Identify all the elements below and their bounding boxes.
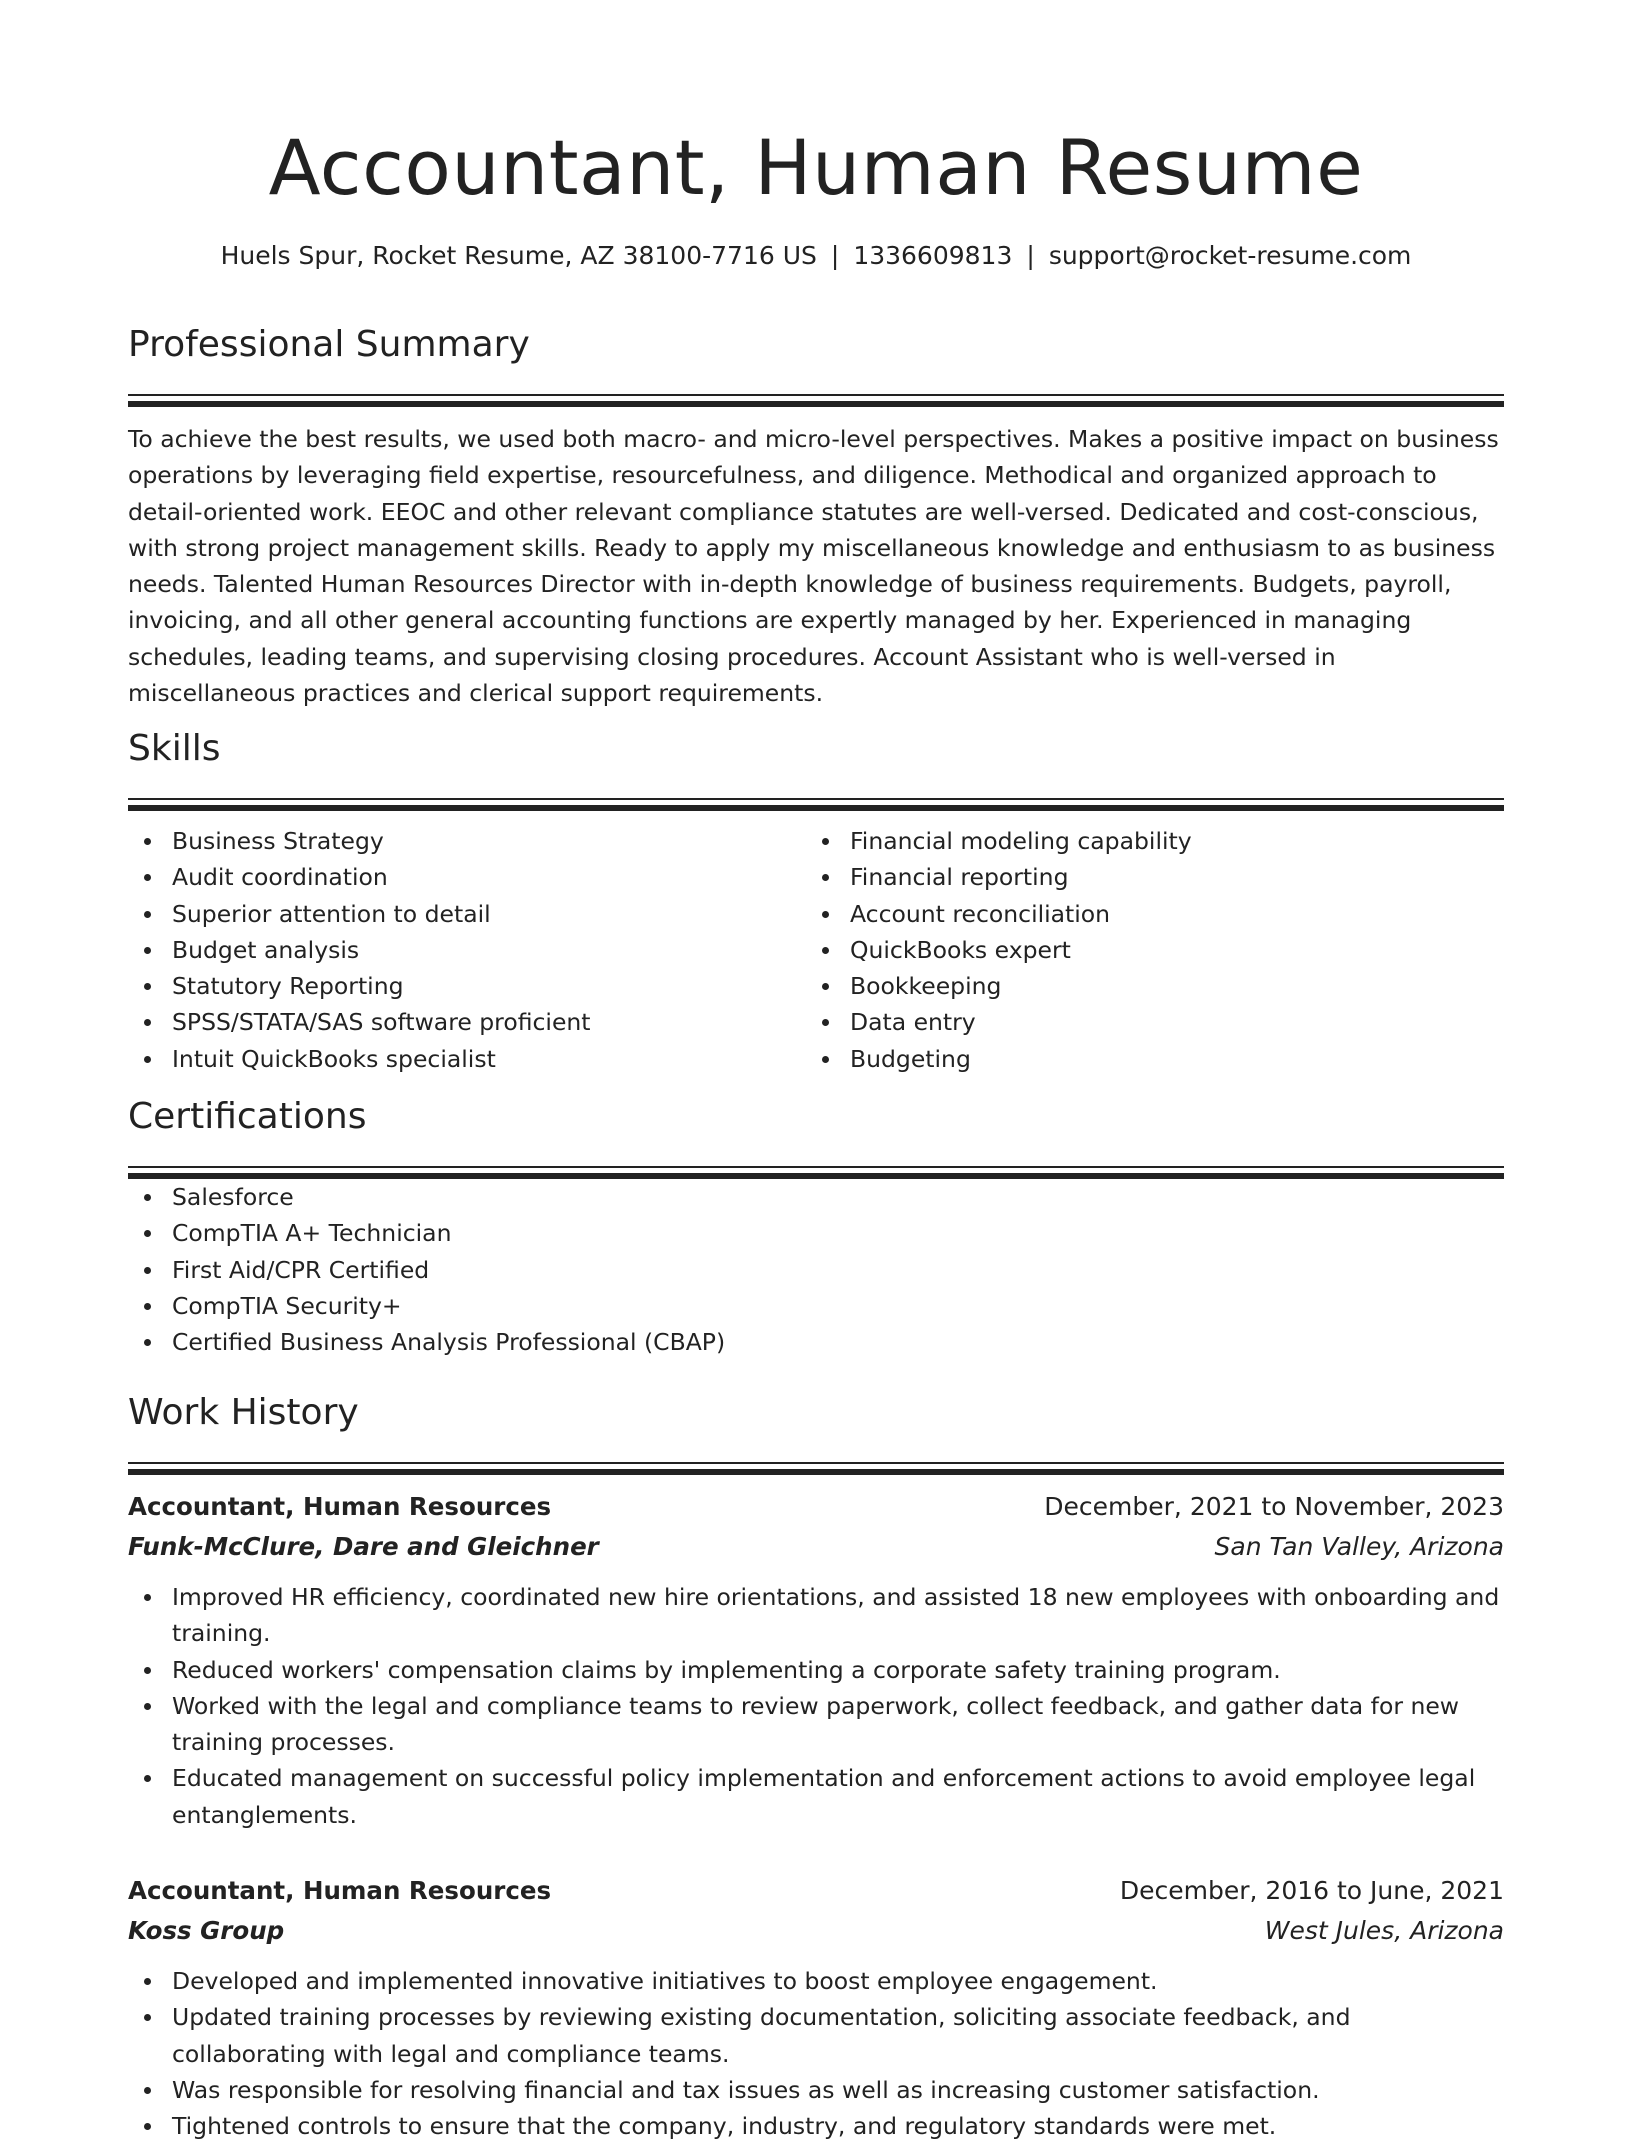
job-company: Funk-McClure, Dare and Gleichner: [128, 1532, 599, 1561]
summary-section: [128, 320, 1504, 711]
section-divider: [128, 1462, 1504, 1475]
job-dates: December, 2016 to June, 2021: [1119, 1876, 1504, 1906]
section-divider: [128, 394, 1504, 407]
skill-item: Business Strategy: [128, 823, 806, 859]
job-duty-item: Was responsible for resolving financial and tax issues as well as increasing customer satisfaction.: [128, 2072, 1504, 2108]
job-dates: December, 2021 to November, 2023: [1044, 1492, 1504, 1521]
skill-item: Account reconciliation: [806, 896, 1484, 932]
contact-phone: 1336609813: [853, 241, 1013, 270]
section-divider: [128, 798, 1504, 811]
skill-item: Budgeting: [806, 1041, 1484, 1077]
skills-left-column: [128, 823, 806, 1077]
job-duty-item: Worked with the legal and compliance teams to review paperwork, collect feedback, and gather data for new training processes.: [128, 1688, 1504, 1761]
job-entry: [128, 1487, 1504, 1833]
contact-email: support@rocket-resume.com: [1048, 241, 1412, 270]
certifications-section: [128, 1092, 1504, 1360]
certification-item: CompTIA A+ Technician: [128, 1215, 1504, 1251]
job-location: West Jules, Arizona: [1264, 1916, 1504, 1946]
skill-item: Budget analysis: [128, 932, 806, 968]
certifications-list: [128, 1179, 1504, 1360]
skill-item: Statutory Reporting: [128, 968, 806, 1004]
job-duty-item: Reduced workers' compensation claims by implementing a corporate safety training program.: [128, 1652, 1504, 1688]
summary-title: Professional Summary: [128, 324, 530, 365]
skill-item: Financial reporting: [806, 859, 1484, 895]
skills-grid: [128, 823, 1504, 1077]
skill-item: QuickBooks expert: [806, 932, 1484, 968]
contact-separator: |: [1026, 241, 1035, 270]
certification-item: First Aid/CPR Certified: [128, 1252, 1504, 1288]
job-duties-list: [128, 1579, 1504, 1833]
skill-item: Financial modeling capability: [806, 823, 1484, 859]
job-duty-item: Updated training processes by reviewing existing documentation, soliciting associate feedback, and collaborating with legal and compliance teams.: [128, 1999, 1504, 2072]
skill-item: Data entry: [806, 1004, 1484, 1040]
certifications-title: Certifications: [128, 1096, 367, 1137]
skills-section: [128, 724, 1504, 1077]
job-duties-list: [128, 1963, 1504, 2144]
job-location: San Tan Valley, Arizona: [1214, 1532, 1504, 1561]
resume-name: Accountant, Human Resume: [268, 123, 1364, 212]
work-history-title: Work History: [128, 1392, 359, 1433]
job-duty-item: Improved HR efficiency, coordinated new hire orientations, and assisted 18 new employees with onboarding and training.: [128, 1579, 1504, 1652]
certification-item: Salesforce: [128, 1179, 1504, 1215]
job-title: Accountant, Human Resources: [128, 1876, 552, 1906]
skills-title: Skills: [128, 728, 221, 769]
skill-item: SPSS/STATA/SAS software proficient: [128, 1004, 806, 1040]
skill-item: Audit coordination: [128, 859, 806, 895]
skill-item: Superior attention to detail: [128, 896, 806, 932]
certification-item: CompTIA Security+: [128, 1288, 1504, 1324]
summary-text: To achieve the best results, we used both macro- and micro-level perspectives. Makes a positive impact on business operations by leveraging field expertise, resourcefulness, and diligence. Methodical and organized approach to detail-oriented work. EEOC and other relevant compliance statutes are well-versed. Dedicated and cost-conscious, with strong project management skills. Ready to apply my miscellaneous knowledge and enthusiasm to as business needs. Talented Human Resources Director with in-depth knowledge of business requirements. Budgets, payroll, invoicing, and all other general accounting functions are expertly managed by her. Experienced in managing schedules, leading teams, and supervising closing procedures. Account Assistant who is well-versed in miscellaneous practices and clerical support requirements.: [128, 425, 1499, 708]
contact-separator: |: [830, 241, 840, 270]
contact-line: [128, 238, 1504, 274]
job-duty-item: Educated management on successful policy implementation and enforcement actions to avoid employee legal entanglements.: [128, 1760, 1504, 1833]
job-duty-item: Tightened controls to ensure that the company, industry, and regulatory standards were met.: [128, 2108, 1504, 2144]
job-entry: [128, 1871, 1504, 2144]
skills-right-column: [806, 823, 1484, 1077]
job-title: Accountant, Human Resources: [128, 1492, 552, 1521]
skill-item: Intuit QuickBooks specialist: [128, 1041, 806, 1077]
section-divider: [128, 1166, 1504, 1179]
contact-address: Huels Spur, Rocket Resume, AZ 38100-7716 US: [220, 241, 817, 270]
work-history-section: [128, 1388, 1504, 2145]
job-duty-item: Developed and implemented innovative initiatives to boost employee engagement.: [128, 1963, 1504, 1999]
job-company: Koss Group: [128, 1916, 285, 1946]
skill-item: Bookkeeping: [806, 968, 1484, 1004]
certification-item: Certified Business Analysis Professional (CBAP): [128, 1324, 1504, 1360]
